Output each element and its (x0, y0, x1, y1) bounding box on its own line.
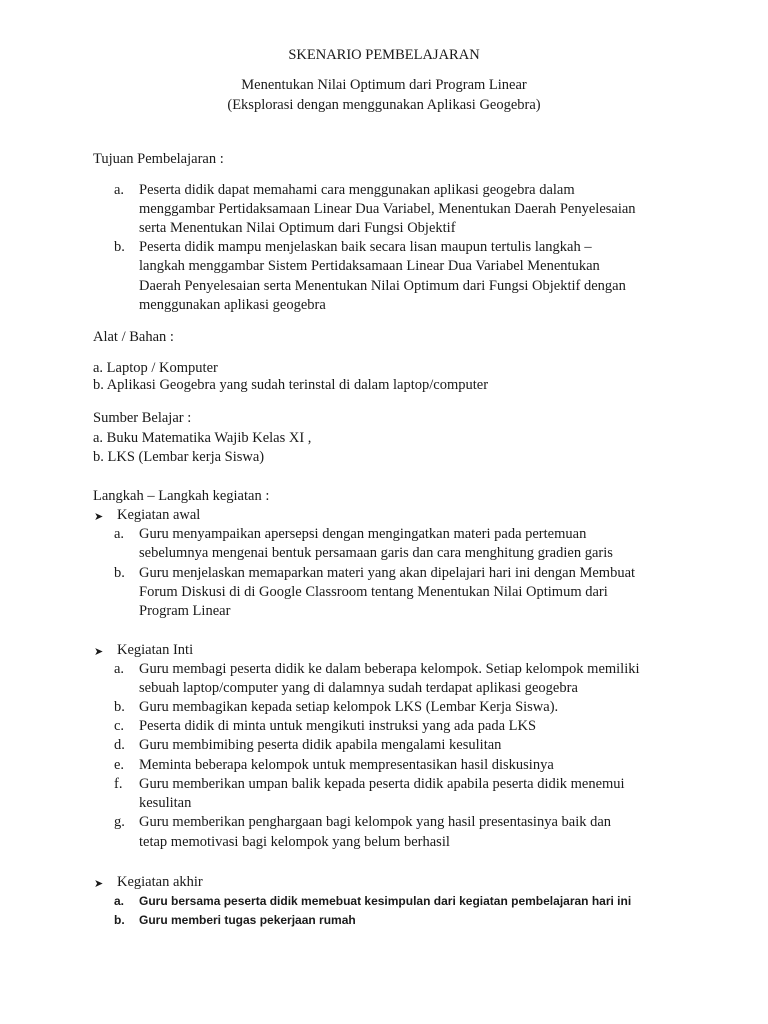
tujuan-item-b-line-3: Daerah Penyelesaian serta Menentukan Nilai Optimum dari Fungsi Objektif dengan (139, 278, 626, 294)
tujuan-marker-a: a. (114, 182, 125, 198)
inti-marker-d: d. (114, 737, 125, 753)
inti-marker-c: c. (114, 718, 125, 734)
inti-item-g-line-2: tetap memotivasi bagi kelompok yang belum berhasil (139, 834, 450, 850)
document-subtitle-2: (Eksplorasi dengan menggunakan Aplikasi Geogebra) (227, 97, 541, 113)
alat-item-a: a. Laptop / Komputer (93, 360, 218, 376)
inti-marker-b: b. (114, 699, 125, 715)
tujuan-marker-b: b. (114, 239, 125, 255)
inti-item-c-line-1: Peserta didik di minta untuk mengikuti instruksi yang ada pada LKS (139, 718, 537, 734)
tujuan-item-a-line-1: Peserta didik dapat memahami cara menggunakan aplikasi geogebra dalam (139, 182, 575, 198)
akhir-item-a-line-1: Guru bersama peserta didik memebuat kesimpulan dari kegiatan pembelajaran hari ini (139, 894, 632, 908)
awal-item-b-line-1: Guru menjelaskan memaparkan materi yang akan dipelajari hari ini dengan Membuat (139, 565, 636, 581)
inti-item-g-line-1: Guru memberikan penghargaan bagi kelompok yang hasil presentasinya baik dan (139, 814, 612, 830)
alat-heading: Alat / Bahan : (93, 329, 174, 345)
inti-item-e-line-1: Meminta beberapa kelompok untuk mempresentasikan hasil diskusinya (139, 757, 554, 773)
langkah-heading: Langkah – Langkah kegiatan : (93, 488, 270, 504)
kegiatan-akhir-label: Kegiatan akhir (117, 874, 203, 890)
tujuan-item-a-line-3: serta Menentukan Nilai Optimum dari Fungsi Objektif (139, 220, 456, 236)
awal-item-a-line-1: Guru menyampaikan apersepsi dengan mengingatkan materi pada pertemuan (139, 526, 587, 542)
arrow-bullet-icon: ➤ (94, 510, 104, 523)
akhir-marker-a: a. (114, 894, 125, 908)
alat-item-b: b. Aplikasi Geogebra yang sudah terinstal di dalam laptop/computer (93, 377, 489, 393)
inti-item-b-line-1: Guru membagikan kepada setiap kelompok LKS (Lembar Kerja Siswa). (139, 699, 559, 715)
sumber-item-a: a. Buku Matematika Wajib Kelas XI , (93, 430, 312, 446)
inti-item-f-line-2: kesulitan (139, 795, 192, 811)
inti-item-a-line-1: Guru membagi peserta didik ke dalam beberapa kelompok. Setiap kelompok memiliki (139, 661, 640, 677)
sumber-heading: Sumber Belajar : (93, 410, 192, 426)
akhir-item-b-line-1: Guru memberi tugas pekerjaan rumah (139, 913, 356, 927)
inti-item-d-line-1: Guru membimibing peserta didik apabila mengalami kesulitan (139, 737, 502, 753)
kegiatan-inti-label: Kegiatan Inti (117, 642, 194, 658)
arrow-bullet-icon: ➤ (94, 645, 104, 658)
tujuan-item-b-line-2: langkah menggambar Sistem Pertidaksamaan Linear Dua Variabel Menentukan (139, 258, 600, 274)
awal-item-a-line-2: sebelumnya mengenai bentuk persamaan garis dan cara menghitung gradien garis (139, 545, 613, 561)
inti-item-a-line-2: sebuah laptop/computer yang di dalamnya sudah terdapat aplikasi geogebra (139, 680, 578, 696)
inti-marker-g: g. (114, 814, 125, 830)
awal-marker-b: b. (114, 565, 125, 581)
kegiatan-awal-label: Kegiatan awal (117, 507, 201, 523)
akhir-marker-b: b. (114, 913, 125, 927)
inti-marker-a: a. (114, 661, 125, 677)
tujuan-item-a-line-2: menggambar Pertidaksamaan Linear Dua Variabel, Menentukan Daerah Penyelesaian (139, 201, 636, 217)
tujuan-heading: Tujuan Pembelajaran : (93, 151, 224, 167)
tujuan-item-b-line-1: Peserta didik mampu menjelaskan baik secara lisan maupun tertulis langkah – (139, 239, 592, 255)
awal-item-b-line-3: Program Linear (139, 603, 231, 619)
inti-item-f-line-1: Guru memberikan umpan balik kepada peserta didik apabila peserta didik menemui (139, 776, 625, 792)
arrow-bullet-icon: ➤ (94, 877, 104, 890)
inti-marker-e: e. (114, 757, 125, 773)
document-subtitle: Menentukan Nilai Optimum dari Program Linear (241, 77, 527, 93)
inti-marker-f: f. (114, 776, 123, 792)
awal-marker-a: a. (114, 526, 125, 542)
awal-item-b-line-2: Forum Diskusi di di Google Classroom tentang Menentukan Nilai Optimum dari (139, 584, 608, 600)
sumber-item-b: b. LKS (Lembar kerja Siswa) (93, 449, 265, 465)
document-title: SKENARIO PEMBELAJARAN (288, 47, 480, 63)
tujuan-item-b-line-4: menggunakan aplikasi geogebra (139, 297, 326, 313)
